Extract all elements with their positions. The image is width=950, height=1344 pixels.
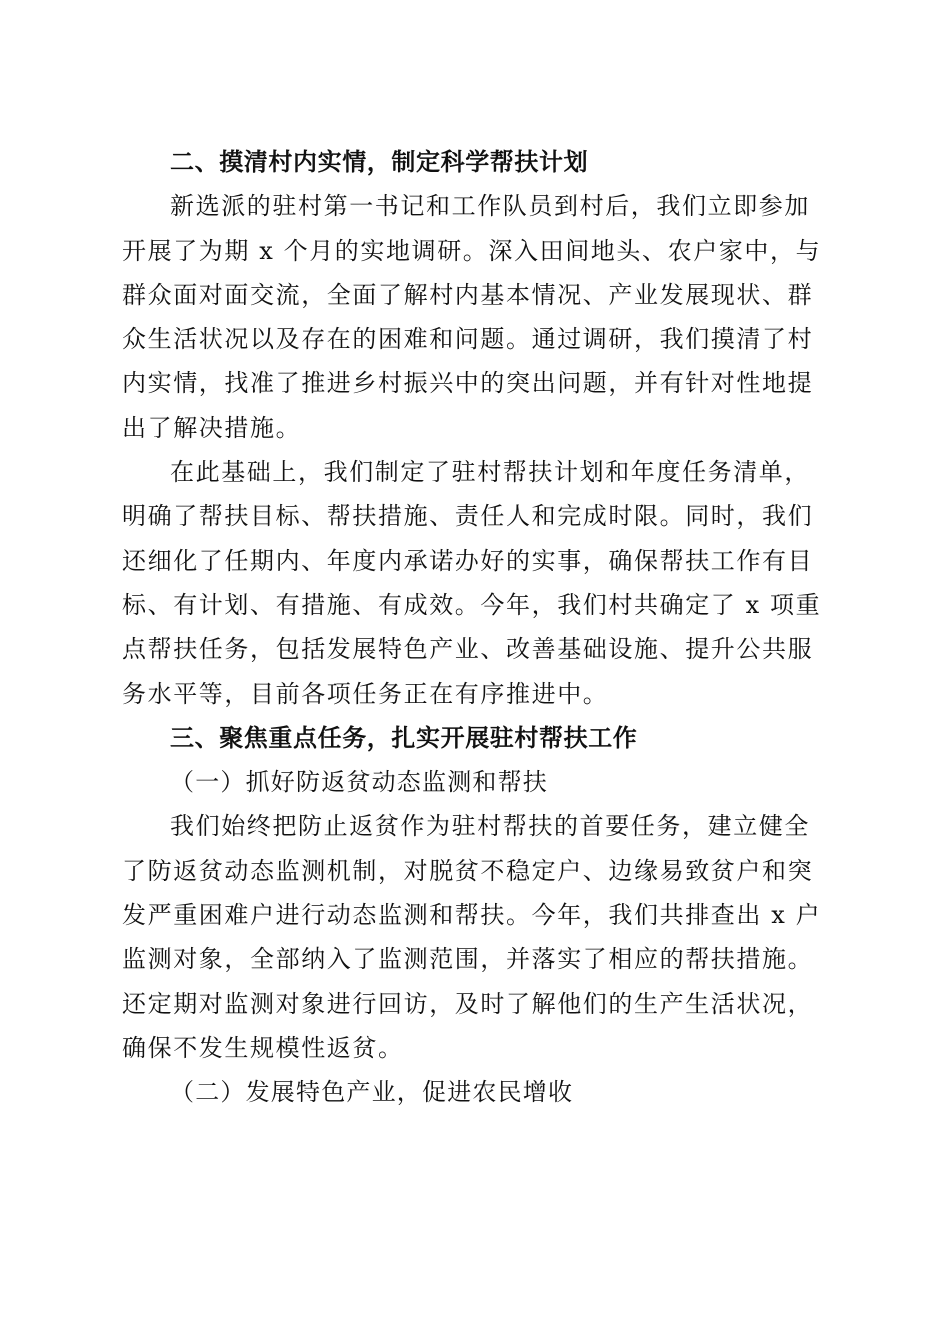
subsection-heading-1: （一）抓好防返贫动态监测和帮扶 bbox=[170, 768, 548, 797]
paragraph-line: 内实情，找准了推进乡村振兴中的突出问题，并有针对性地提 bbox=[122, 369, 814, 398]
paragraph-line: 在此基础上，我们制定了驻村帮扶计划和年度任务清单， bbox=[170, 458, 810, 487]
subsection-heading-2: （二）发展特色产业，促进农民增收 bbox=[170, 1078, 574, 1107]
paragraph-plan bbox=[122, 450, 830, 716]
document-page bbox=[122, 140, 830, 1115]
paragraph-monitoring bbox=[122, 804, 830, 1070]
paragraph-line: 务水平等，目前各项任务正在有序推进中。 bbox=[122, 679, 609, 708]
paragraph-line: 监测对象，全部纳入了监测范围，并落实了相应的帮扶措施。 bbox=[122, 945, 814, 974]
paragraph-line: 发严重困难户进行动态监测和帮扶。今年，我们共排查出 x 户 bbox=[122, 901, 822, 930]
paragraph-line: 了防返贫动态监测机制，对脱贫不稳定户、边缘易致贫户和突 bbox=[122, 856, 814, 885]
paragraph-line: 还细化了任期内、年度内承诺办好的实事，确保帮扶工作有目 bbox=[122, 546, 814, 575]
paragraph-line: 新选派的驻村第一书记和工作队员到村后，我们立即参加 bbox=[170, 192, 810, 221]
paragraph-line: 开展了为期 x 个月的实地调研。深入田间地头、农户家中，与 bbox=[122, 236, 822, 265]
paragraph-line: 群众面对面交流，全面了解村内基本情况、产业发展现状、群 bbox=[122, 280, 814, 309]
paragraph-line: 明确了帮扶目标、帮扶措施、责任人和完成时限。同时，我们 bbox=[122, 502, 814, 531]
paragraph-line: 确保不发生规模性返贫。 bbox=[122, 1033, 404, 1062]
paragraph-line: 标、有计划、有措施、有成效。今年，我们村共确定了 x 项重 bbox=[122, 590, 822, 619]
paragraph-survey bbox=[122, 184, 830, 450]
paragraph-line: 众生活状况以及存在的困难和问题。通过调研，我们摸清了村 bbox=[122, 325, 814, 354]
paragraph-line: 我们始终把防止返贫作为驻村帮扶的首要任务，建立健全 bbox=[170, 812, 810, 841]
paragraph-line: 出了解决措施。 bbox=[122, 413, 302, 442]
paragraph-line: 还定期对监测对象进行回访，及时了解他们的生产生活状况， bbox=[122, 989, 814, 1018]
section-heading-2: 二、摸清村内实情，制定科学帮扶计划 bbox=[170, 148, 589, 176]
paragraph-line: 点帮扶任务，包括发展特色产业、改善基础设施、提升公共服 bbox=[122, 635, 814, 664]
section-heading-3: 三、聚焦重点任务，扎实开展驻村帮扶工作 bbox=[170, 723, 638, 752]
